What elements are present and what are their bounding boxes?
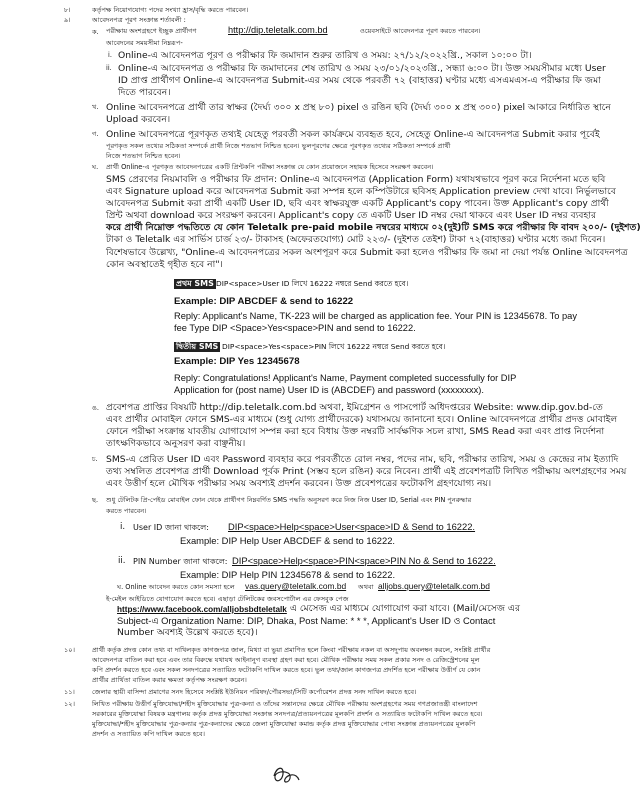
text-line: এবং Signature upload করে আবেদনপত্র Submit করা সম্পন্ন হলে কম্পিউটারে ছবিসহ Application preview দেখা যাবে। নির্ভুলভাবে bbox=[106, 186, 616, 197]
sms-reply: fee Type DIP <Space>Yes<space>PIN and send to 16222. bbox=[174, 323, 416, 333]
text-line: Online-এ আবেদনপত্র পূরণ ও পরীক্ষার ফি জমাদান শুরুর তারিখ ও সময়: ২৭/১২/২০২২খ্রি., সকাল ১০:০০ টা। bbox=[118, 50, 532, 61]
text-line: মুক্তিযোদ্ধা/শহীদ মুক্তিযোদ্ধার পুত্র-কন্যার পুত্র-কন্যাদের ক্ষেত্রে জেলা মুক্তিযোদ্ধা কমান্ড কর্তৃক প্রদত্ত মুক্তিযোদ্ধার পোষ্য সংক্রান্ত প্রত্যয়নপত্রের মূলকপি bbox=[92, 720, 476, 728]
second-sms-badge: দ্বিতীয় SMS bbox=[176, 342, 219, 351]
vas-query-email-link[interactable]: vas.query@teletalk.com.bd bbox=[245, 581, 347, 591]
sms-format: DIP<space>Yes<space>PIN লিখে 16222 নম্বরে Send করতে হবে। bbox=[222, 342, 446, 351]
text-line: তাৎক্ষণিকভাবে অনুসরণ করা বাঞ্ছনীয়। bbox=[106, 438, 246, 449]
text-line: ঘ. Online আবেদন করতে কোন সমস্যা হলে bbox=[117, 583, 235, 591]
item-number: i. bbox=[108, 51, 112, 59]
item-number: ৮। bbox=[64, 6, 71, 14]
sms-reply: Reply: Applicant's Name, TK-223 will be charged as application fee. Your PIN is 12345678. To pay bbox=[174, 311, 577, 321]
item-number: চ. bbox=[92, 455, 98, 463]
text-line: টাকা ও Teletalk এর সার্ভিস চার্জ ২৩/- টাকাসহ (অফেরতযোগ্য) মোট ২২৩/- (দুইশত তেইশ) টাকা ৭২(বাহাত্তর) ঘণ্টার মধ্যে জমা দিবেন। bbox=[106, 234, 606, 245]
item-number: ১২। bbox=[64, 700, 75, 708]
text-line: আবেদনপত্র বাতিল করা হবে এবং তার বিরুদ্ধে যথাযথ আইনানুগ ব্যবস্থা গ্রহণ করা হবে। মৌখিক পরীক্ষার সময় সকল প্রকার সনদ ও রেজিস্ট্রেশনের মূল bbox=[92, 656, 480, 664]
text-line: সরকারের মুক্তিযোদ্ধা বিষয়ক মন্ত্রণালয় কর্তৃক প্রদত্ত মুক্তিযোদ্ধা সংক্রান্ত সনদপত্র/প্রত্যয়নপত্রের মূলকপি প্রদর্শন ও সত্যায়িত ফটোকপি দাখিল করতে হবে। bbox=[92, 710, 483, 718]
text-line: Subject-এ Organization Name: DIP, Dhaka, Post Name: * * *, Applicant's User ID ও Contact bbox=[117, 615, 496, 626]
recovery-example: Example: DIP Help User ABCDEF & send to 16222. bbox=[180, 535, 396, 546]
text-line: User ID জানা থাকলে: bbox=[133, 523, 209, 532]
text-line: পরীক্ষায় অংশগ্রহণে ইচ্ছুক প্রার্থীগণ bbox=[106, 27, 197, 35]
item-number: ৯। bbox=[64, 16, 71, 24]
item-number: i. bbox=[120, 522, 126, 532]
text-line: অথবা bbox=[358, 583, 374, 591]
text-line: ওয়েবসাইটে আবেদনপত্র পূরণ করতে পারবেন। bbox=[360, 27, 481, 35]
text-line: এবং উত্তীর্ণ হলে মৌখিক পরীক্ষার সময় অবশ্যই প্রদর্শন করবেন। উক্ত প্রবেশপত্রের ফটোকপি গ্রহণযোগ্য নয়। bbox=[106, 478, 492, 489]
text-line: প্রার্থীর প্রার্থিতা বাতিল করার ক্ষমতা কর্তৃপক্ষ সংরক্ষণ করেন। bbox=[92, 676, 247, 684]
text-line: কপি প্রদর্শন করতে হবে এবং সকল সনদপত্রের সত্যায়িত ফটোকপি দাখিল করতে হবে। ভুল তথ্য/জাল কাগজপত্র প্রদর্শিত হলে পরীক্ষায় উত্তীর্ণ যে কোন bbox=[92, 666, 481, 674]
item-number: ১১। bbox=[64, 688, 75, 696]
facebook-page-link[interactable]: https://www.facebook.com/alljobsbdteletalk bbox=[117, 605, 287, 614]
text-line: দিতে পারবেন। bbox=[118, 87, 171, 98]
recovery-format: DIP<space>Help<space>PIN<space>PIN No & Send to 16222. bbox=[232, 555, 496, 566]
text-line: SMS-এ প্রেরিত User ID এবং Password ব্যবহার করে পরবর্তীতে রোল নম্বর, পদের নাম, ছবি, পরীক্ষার তারিখ, সময় ও কেন্দ্রের নাম ইত্যাদি bbox=[106, 454, 619, 465]
item-number: গ. bbox=[92, 130, 99, 138]
recovery-format: DIP<space>Help<space>User<space>ID & Send to 16222. bbox=[228, 521, 476, 532]
item-number: ঙ. bbox=[92, 404, 99, 412]
text-line: জেলার স্থায়ী বাসিন্দা প্রমাণের সনদ হিসেবে সংশ্লিষ্ট ইউনিয়ন পরিষদ/পৌরসভা/সিটি কর্পোরেশন প্রদত্ত সনদ দাখিল করতে হবে। bbox=[92, 688, 417, 696]
text-line: করে প্রার্থী নিম্নোক্ত পদ্ধতিতে যে কোন Teletalk pre-paid mobile নম্বরের মাধ্যমে ০২(দুই)টি SMS করে পরীক্ষার ফি বাবদ ২০০/- (দুইশত) bbox=[106, 222, 641, 233]
text-line: SMS প্রেরণের নিয়মাবলি ও পরীক্ষার ফি প্রদান: Online-এ আবেদনপত্র (Application Form) যথাযথভাবে পূরণ করে নির্দেশনা মতে ছবি bbox=[106, 174, 606, 185]
text-line: আবেদনপত্র Submit করা প্রার্থী একটি User ID, ছবি এবং স্বাক্ষরযুক্ত একটি Applicant's copy পাবেন। উক্ত Applicant's copy প্রার্থী bbox=[106, 198, 609, 209]
text-line: প্রদর্শন ও সত্যায়িত কপি দাখিল করতে হবে। bbox=[92, 730, 205, 738]
item-number: ১০। bbox=[64, 646, 75, 654]
sms-format: DIP<space>User ID লিখে 16222 নম্বরে Send করতে হবে। bbox=[216, 279, 409, 288]
text-line: আবেদনের সময়সীমা নিম্নরূপ- bbox=[106, 39, 183, 47]
text-line: ID প্রাপ্ত প্রার্থীগণ Online-এ আবেদনপত্র Submit-এর সময় থেকে পরবর্তী ৭২ (বাহাত্তর) ঘণ্টার মধ্যে এসএমএস-এ পরীক্ষার ফি জমা bbox=[118, 75, 601, 86]
text-line: লিখিত পরীক্ষায় উত্তীর্ণ মুক্তিযোদ্ধা/শহীদ মুক্তিযোদ্ধার পুত্র-কন্যা ও তাঁদের সন্তানদের ক্ষেত্রে মৌখিক পরীক্ষায় অংশগ্রহণের সময় গণপ্রজাতন্ত্রী বাংলাদেশ bbox=[92, 700, 478, 708]
alljobs-query-email-link[interactable]: alljobs.query@teletalk.com.bd bbox=[378, 581, 490, 591]
item-number: খ. bbox=[92, 103, 99, 111]
text-line: Online-এ আবেদনপত্র ও পরীক্ষার ফি জমাদানের শেষ তারিখ ও সময় ২৩/০১/২০২৩খ্রি., সন্ধ্যা ৬:০০ টা। উক্ত সময়সীমার মধ্যে User bbox=[118, 63, 606, 74]
sms-reply: Reply: Congratulations! Applicant's Name, Payment completed successfully for DIP bbox=[174, 373, 517, 383]
text-line: এবং প্রার্থীর মোবাইল ফোনে SMS-এর মাধ্যমে (শুধু যোগ্য প্রার্থীদেরকে) যথাসময়ে জানানো হবে। Online আবেদনপত্রে প্রার্থীর প্রদত্ত মোবাইল bbox=[106, 414, 618, 425]
text-line: প্রিন্ট অথবা download করে সংরক্ষণ করবেন। Applicant's copy তে একটি User ID নম্বর দেয়া থাকবে এবং User ID নম্বর ব্যবহার bbox=[106, 210, 597, 221]
text-line: Number অবশ্যই উল্লেখ করতে হবে)। bbox=[117, 627, 258, 638]
text-line: কর্তৃপক্ষ নিয়োগযোগ্য পদের সংখ্যা হ্রাস/বৃদ্ধি করতে পারবেন। bbox=[92, 6, 249, 14]
text-line: Online আবেদনপত্রে প্রার্থী তার স্বাক্ষর (দৈর্ঘ্য ৩০০ x প্রস্থ ৮০) pixel ও রঙিন ছবি (দৈর্ঘ্য ৩০০ x প্রস্থ ৩০০) pixel আকারে নির্ধারিত স্থানে bbox=[106, 102, 611, 113]
text-line: তথ্য সম্বলিত প্রবেশপত্র প্রার্থী Download পূর্বক Print (সম্ভব হলে রঙিন) করে নিবেন। প্রার্থী এই প্রবেশপত্রটি লিখিত পরীক্ষায় অংশগ্রহণের সময় bbox=[106, 466, 627, 477]
text-line: প্রবেশপত্র প্রাপ্তির বিষয়টি http://dip.teletalk.com.bd অথবা, ইমিগ্রেশন ও পাসপোর্ট অধিদপ্তরের Website: www.dip.gov.bd-তে bbox=[106, 402, 603, 413]
item-number: ii. bbox=[118, 556, 126, 566]
dip-teletalk-link[interactable]: http://dip.teletalk.com.bd bbox=[228, 25, 328, 35]
text-line: নিজে শতভাগ নিশ্চিত হবেন। bbox=[106, 152, 181, 160]
text-line: শুধু টেলিটক প্রি-পেইড মোবাইল ফোন থেকে প্রার্থীগণ নিম্নবর্ণিত SMS পদ্ধতি অনুসরণ করে নিজ নিজ User ID, Serial এবং PIN পুনরুদ্ধার bbox=[106, 496, 472, 504]
text-line: প্রার্থী কর্তৃক প্রদত্ত কোন তথ্য বা দাখিলকৃত কাগজপত্র জাল, মিথ্যা বা ভুয়া প্রমাণিত হলে কিংবা পরীক্ষায় নকল বা অসদুপায় অবলম্বন করলে, সংশ্লিষ্ট প্রার্থীর bbox=[92, 646, 491, 654]
text-line: Online আবেদনপত্রে পূরণকৃত তথ্যই যেহেতু পরবর্তী সকল কার্যক্রমে ব্যবহৃত হবে, সেহেতু Online-এ আবেদনপত্র Submit করার পূর্বেই bbox=[106, 129, 600, 140]
text-line: আবেদনপত্র পূরণ সংক্রান্ত শর্তাবলী : bbox=[92, 16, 186, 24]
text-line: ফোনে পরীক্ষা সংক্রান্ত যাবতীয় যোগাযোগ সম্পন্ন করা হবে বিধায় উক্ত নম্বরটি সার্বক্ষণিক সচল রাখা, SMS Read করা এবং প্রাপ্ত নির্দেশনা bbox=[106, 426, 605, 437]
text-line: ই-মেইল আইডিতে যোগাযোগ করতে হবে। এছাড়া টেলিটকের জবসপোর্টাল এর ফেসবুক পেজ bbox=[106, 595, 349, 603]
text-line: কোন অবস্থাতেই গৃহীত হবে না"। bbox=[106, 259, 223, 270]
text-line: Upload করবেন। bbox=[106, 114, 171, 125]
sms-reply: Application for (post name) User ID is (ABCDEF) and password (xxxxxxxx). bbox=[174, 385, 484, 395]
text-line: এ মেসেজ এর মাধ্যমে যোগাযোগ করা যাবে। (Mail/মেসেজ এর bbox=[290, 603, 521, 614]
item-number: ছ. bbox=[92, 496, 99, 504]
item-number: ক. bbox=[92, 28, 99, 36]
text-line: প্রার্থী Online-এ পূরণকৃত আবেদনপত্রের একটি প্রিন্টকপি পরীক্ষা সংক্রান্ত যে কোন প্রয়োজনে সহায়ক হিসেবে সংরক্ষণ করবেন। bbox=[106, 163, 434, 171]
item-number: ঘ. bbox=[92, 163, 99, 171]
item-number: ii. bbox=[106, 64, 112, 72]
text-line: PIN Number জানা থাকলে: bbox=[133, 557, 228, 566]
text-line: করতে পারবেন। bbox=[106, 507, 147, 515]
handwritten-signature bbox=[268, 762, 304, 788]
first-sms-badge: প্রথম SMS bbox=[176, 279, 214, 288]
text-line: পূরণকৃত সকল তথ্যের সঠিকতা সম্পর্কে প্রার্থী নিজে শতভাগ নিশ্চিত হবেন। ভুলপূরণের ক্ষেত্রে পূরণকৃত তথ্যের সঠিকতা সম্পর্কে প্রার্থী bbox=[106, 142, 451, 150]
text-line: বিশেষভাবে উল্লেখ্য, "Online-এ আবেদনপত্রের সকল অংশপূরণ করে Submit করা হলেও পরীক্ষার ফি জমা না দেয়া পর্যন্ত Online আবেদনপত্র bbox=[106, 247, 628, 258]
sms-example: Example: DIP Yes 12345678 bbox=[174, 356, 300, 367]
sms-example: Example: DIP ABCDEF & send to 16222 bbox=[174, 296, 354, 307]
recovery-example: Example: DIP Help PIN 12345678 & send to 16222. bbox=[180, 569, 396, 580]
